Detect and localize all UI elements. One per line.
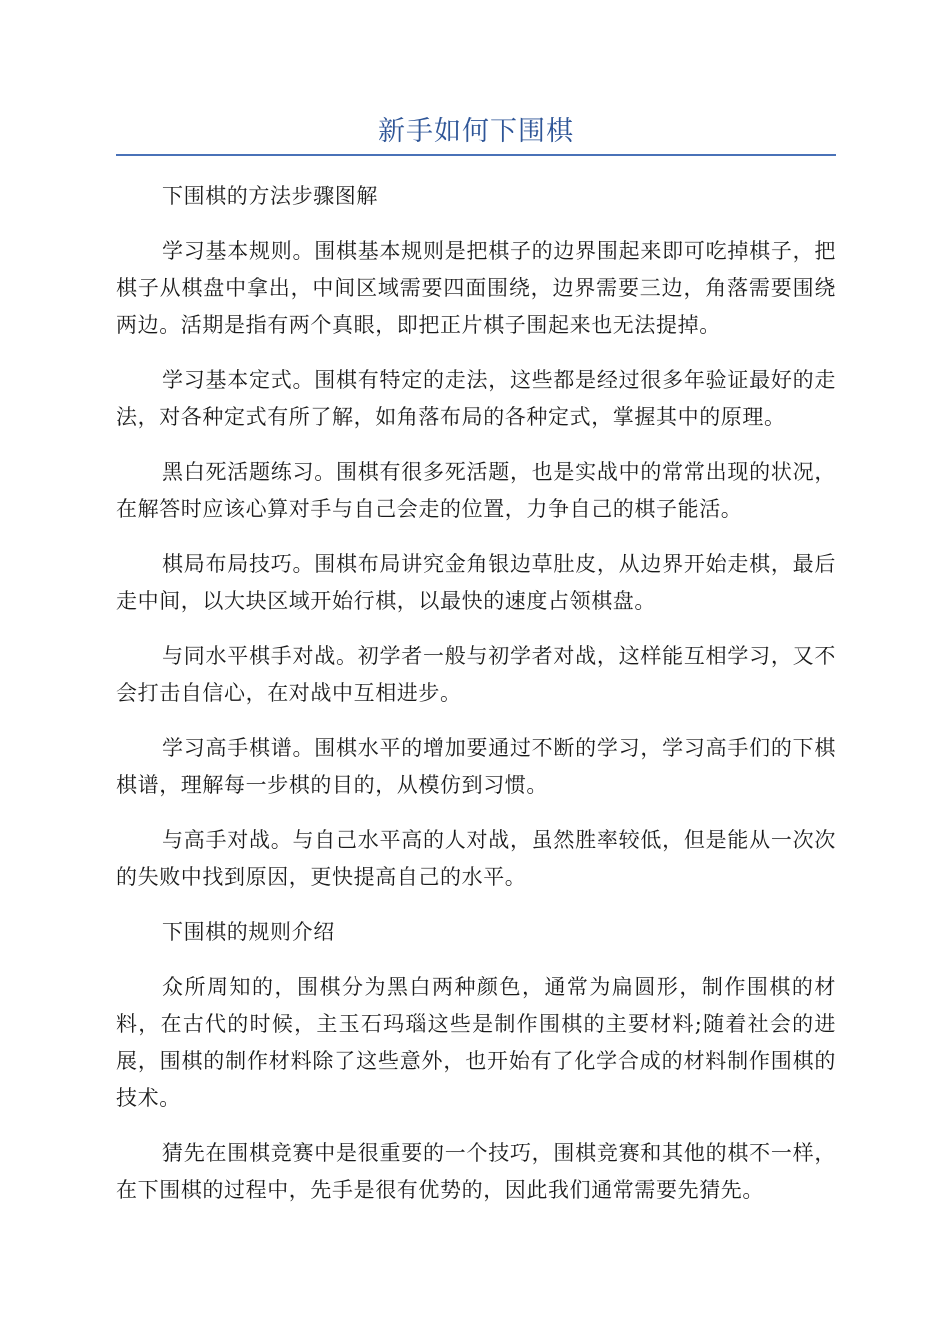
paragraph-basic-rules: 学习基本规则。围棋基本规则是把棋子的边界围起来即可吃掉棋子，把棋子从棋盘中拿出，中间区域需要四面围绕，边界需要三边，角落需要围绕两边。活期是指有两个真眼，即把正片棋子围起来也无法提掉。 [116,239,836,337]
paragraph-nigiri: 猜先在围棋竞赛中是很重要的一个技巧，围棋竞赛和其他的棋不一样，在下围棋的过程中，先手是很有优势的，因此我们通常需要先猜先。 [116,1141,836,1202]
paragraph-stone-materials: 众所周知的，围棋分为黑白两种颜色，通常为扁圆形，制作围棋的材料，在古代的时候，主玉石玛瑙这些是制作围棋的主要材料;随着社会的进展，围棋的制作材料除了这些意外，也开始有了化学合成的材料制作围棋的技术。 [116,975,836,1110]
paragraph-life-and-death: 黑白死活题练习。围棋有很多死活题，也是实战中的常常出现的状况，在解答时应该心算对手与自己会走的位置，力争自己的棋子能活。 [116,460,836,521]
paragraph-play-strong-players: 与高手对战。与自己水平高的人对战，虽然胜率较低，但是能从一次次的失败中找到原因，更快提高自己的水平。 [116,828,836,889]
title-underline [116,154,836,156]
document-body [116,178,836,1209]
paragraph-section-heading-methods: 下围棋的方法步骤图解 [162,184,378,208]
paragraph-section-heading-rules: 下围棋的规则介绍 [162,920,335,944]
paragraph-opening-strategy: 棋局布局技巧。围棋布局讲究金角银边草肚皮，从边界开始走棋，最后走中间，以大块区域开始行棋，以最快的速度占领棋盘。 [116,552,836,613]
document-page [116,112,836,1227]
paragraph-same-level-play: 与同水平棋手对战。初学者一般与初学者对战，这样能互相学习，又不会打击自信心，在对战中互相进步。 [116,644,836,705]
paragraph-study-game-records: 学习高手棋谱。围棋水平的增加要通过不断的学习，学习高手们的下棋棋谱，理解每一步棋的目的，从模仿到习惯。 [116,736,836,797]
paragraph-joseki: 学习基本定式。围棋有特定的走法，这些都是经过很多年验证最好的走法，对各种定式有所了解，如角落布局的各种定式，掌握其中的原理。 [116,368,836,429]
document-title: 新手如何下围棋 [378,116,574,147]
